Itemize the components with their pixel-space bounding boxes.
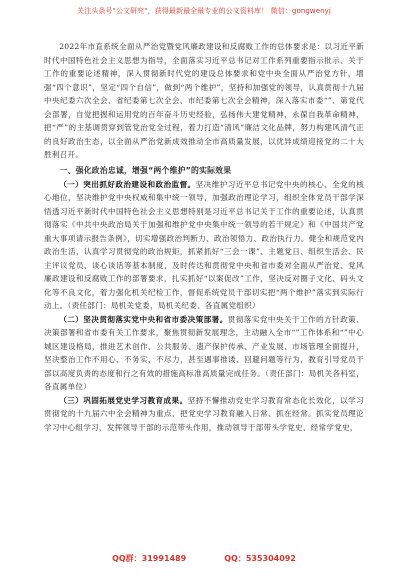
subheading-political-building: （一）突出抓好政治建设和政治监督。	[59, 179, 196, 189]
paragraph-political-building	[44, 178, 364, 313]
footer-banner	[0, 553, 408, 565]
section-heading: 一、强化政治忠诚，增强“两个维护”的实际效果	[59, 165, 232, 175]
paragraph-implement-decisions	[44, 313, 364, 394]
paragraph-political-building-text: 坚决维护习近平总书记党中央的核心、全党的核心地位，坚决维护党中央权威和集中统一领导，加强政治理论学习，组织全体党员干部学深悟透习近平新时代中国特色社会主义思想特别是习近平总书记关于工作的重要论述，认真贯彻落实《中共中央政治局关于加强和维护党中央集中统一领导的若干规定》和《中国共产党重大事项请示报告条例》，切实增强政治判断力、政治领悟力、政治执行力。健全和规范党内政治生活，认真学习贯彻党的政治规矩，抓紧抓好“三会一课”、主题党日、组织生活会、民主评议党员、谈心谈话等基本制度，及时传达和贯彻党中央和省市委对全面从严治党、党风廉政建设和反腐败工作的部署要求，扎实抓好“以案促改”工作，坚决反对圈子文化、码头文化等不良文化，着力强化机关纪检工作，督促系统党员干部切实把“两个维护”落实到实际行动上。（责任部门：局机关党委，局机关纪委、各直属党组织）	[44, 179, 365, 310]
footer-qq-group: QQ群：31991489	[112, 554, 187, 563]
subheading-party-history: （三）巩固拓展党史学习教育成果。	[59, 395, 188, 405]
document-body	[44, 40, 364, 434]
paragraph-party-history-text: 坚持不懈推动党史学习教育常态化长效化，以学习贯彻党的十九届六中全会精神为重点，把党史学习教育融入日常、抓在经常。抓实党员理论学习中心组学习，发挥领导干部的示范带头作用，推动领导干部带头学党史、经常学党史，	[44, 395, 365, 432]
intro-paragraph: 2022年市直系统全面从严治党暨党风廉政建设和反腐败工作的总体要求是：以习近平新时代中国特色社会主义思想为指导，全面落实习近平总书记对工作系列重要指示批示、关于工作的重要论述精神，深入贯彻新时代党的建设总体要求和党中央全面从严治党方针，增强“四个意识”，坚定“四个自信”，做到“两个维护”，坚持和加强党的领导，认真贯彻十九届中央纪委六次全会、省纪委第七次全会、市纪委第七次全会精神，深入落实市委“”、第党代会部署，自觉把握和运用党的百年奋斗历史经验，弘扬伟大建党精神，永葆自我革命精神，把“严”的主基调贯穿到管党治党全过程，着力打造“清风”廉洁文化品牌，努力构建风清气正的良好政治生态，以全面从严治党新成效推动全市高质量发展，以优异成绩迎接党的二十大胜利召开。	[44, 42, 364, 159]
header-banner: 关注头条号"公文研究"，获得最新最全最专业的公文资料库！ 微信：gongwenyj	[77, 7, 331, 15]
footer-qq-contact: QQ：535304092	[224, 554, 296, 563]
paragraph-party-history	[44, 394, 364, 435]
subheading-implement-decisions: （二）坚决贯彻落实党中央和省市委决策部署。	[59, 314, 228, 324]
paragraph-implement-decisions-text: 贯彻落实党中央关于工作的方针政策、决策部署和省市委有关工作要求，聚焦贯彻新发展理念，主动融入全市“”工作体系和“”中心城区建设格局，推进艺术创作、公共服务、遗产保护传承、产业发展、市场管理全面提升，坚决整治工作不用心、不务实、不尽力，甚至遇事推诿、回避问题等行为，教育引导党员干部以高度负责的态度和行之有效的措施高标准高质量完成任务。（责任部门：局机关各科室，各直属单位）	[44, 314, 365, 391]
